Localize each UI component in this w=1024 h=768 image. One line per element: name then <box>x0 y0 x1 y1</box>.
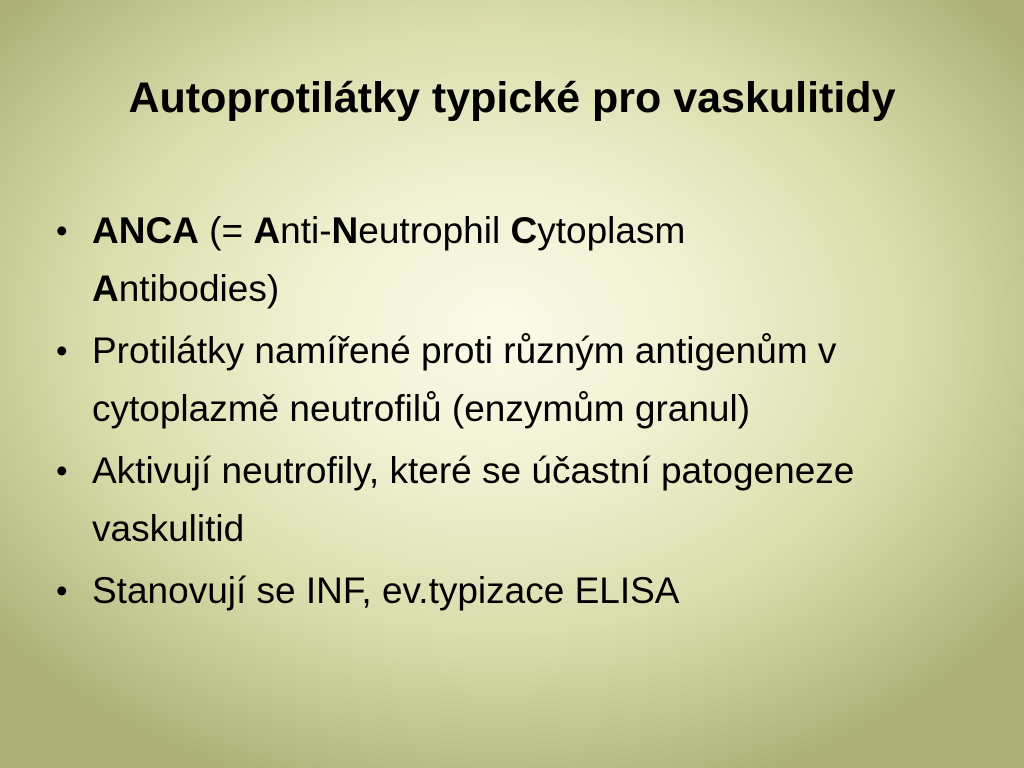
bullet-dot-icon: • <box>56 452 68 489</box>
bullet-dot-icon: • <box>56 572 68 609</box>
bullet-item-protilatky <box>56 322 916 438</box>
anca-letter-a: A <box>253 210 281 251</box>
anca-text: ytoplasm <box>537 210 686 251</box>
bullet-item-anca <box>56 202 916 318</box>
anca-text: nti- <box>280 210 332 251</box>
bullet-text: Aktivují neutrofily, které se účastní patogeneze vaskulitid <box>92 450 855 549</box>
anca-letter-n: N <box>331 210 359 251</box>
bullet-dot-icon: • <box>56 212 68 249</box>
anca-letter-a: A <box>92 268 119 309</box>
bullet-item-stanovuji <box>56 562 916 620</box>
bullet-list <box>56 202 916 624</box>
bullet-text: Stanovují se INF, ev.typizace ELISA <box>92 570 680 611</box>
slide-title: Autoprotilátky typické pro vaskulitidy <box>128 74 896 122</box>
bullet-dot-icon: • <box>56 332 68 369</box>
bullet-item-aktivuji <box>56 442 916 558</box>
bullet-text: Protilátky namířené proti různým antigenům v cytoplazmě neutrofilů (enzymům granul) <box>92 330 837 429</box>
anca-text: (= <box>198 210 254 251</box>
anca-text: ntibodies) <box>118 268 280 309</box>
anca-acronym: ANCA <box>92 210 199 251</box>
anca-text: eutrophil <box>358 210 511 251</box>
anca-letter-c: C <box>510 210 538 251</box>
